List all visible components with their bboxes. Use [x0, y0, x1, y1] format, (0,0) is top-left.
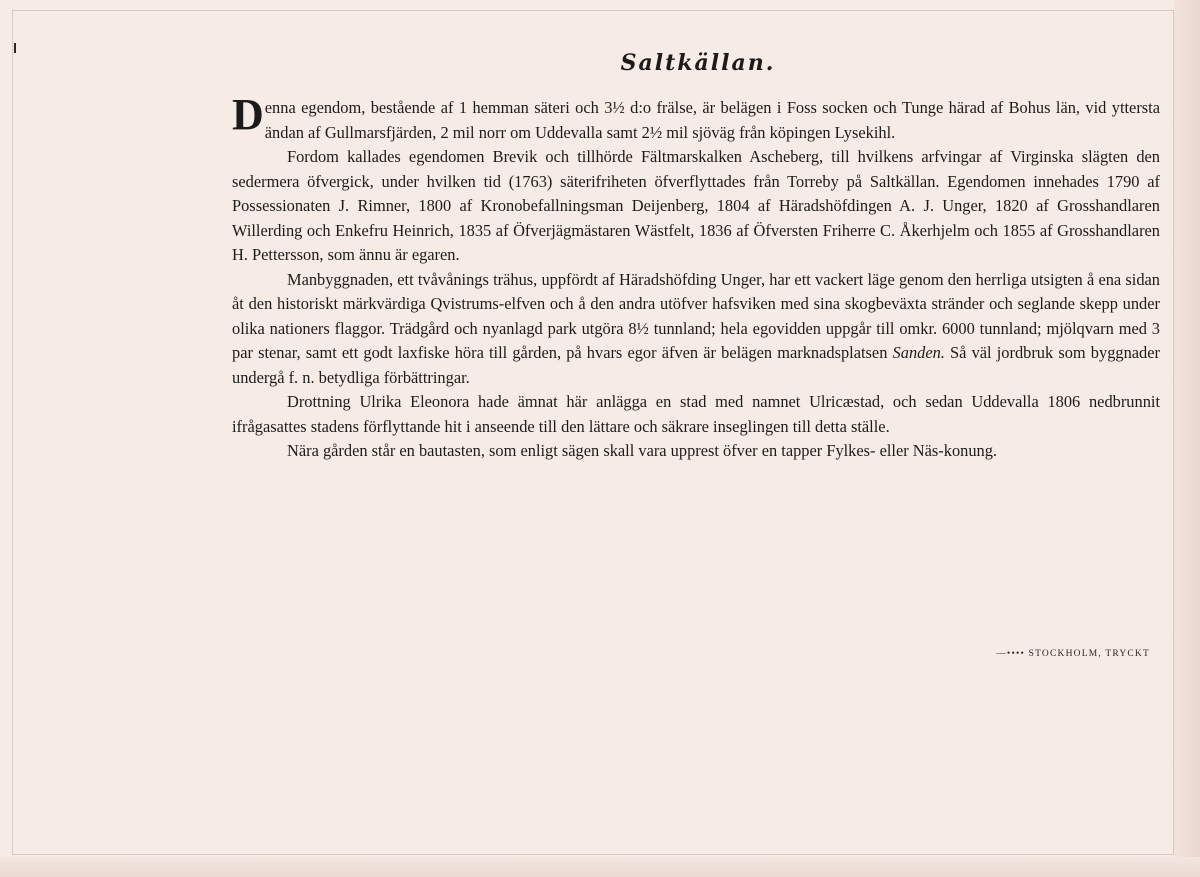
body-text	[232, 90, 1160, 464]
paper-edge-right	[1174, 0, 1200, 877]
paragraph-4: Drottning Ulrika Eleonora hade ämnat här anlägga en stad med namnet Ulricæstad, och sedan Uddevalla 1806 nedbrunnit ifrågasattes stadens förflyttande hit i anseende till den lättare och säkrare inseglingen till detta ställe.	[232, 392, 1160, 436]
paragraph-3-text-b: Så väl jordbruk som byggnader undergå f. n. betydliga förbättringar.	[232, 343, 1160, 387]
paragraph-3-italic: Sanden.	[892, 343, 945, 362]
paragraph-3-text-a: Manbyggnaden, ett tvåvånings trähus, uppfördt af Häradshöfding Unger, har ett vackert läge genom den herrliga utsigten å ena sidan åt den historiskt märkvärdiga Qvistrums-elfven och å den andra utöfver hafsviken med sina skogbeväxta stränder och seglande skepp under olika nationers flaggor. Trädgård och nyanlagd park utgöra 8½ tunnland; hela egovidden uppgår till omkr. 6000 tunnland; mjölqvarn med 3 par stenar, samt ett godt laxfiske höra till gården, på hvars egor äfven är belägen marknadsplatsen	[232, 269, 1160, 362]
paragraph-1	[232, 90, 1160, 145]
paragraph-2: Fordom kallades egendomen Brevik och tillhörde Fältmarskalken Ascheberg, till hvilkens arfvingar af Virginska slägten den sedermera öfvergick, under hvilken tid (1763) säterifriheten öfverflyttades från Torreby på Saltkällan. Egendomen innehades 1790 af Possessionaten J. Rimner, 1800 af Kronobefallningsman Deijenberg, 1804 af Häradshöfdingen A. J. Unger, 1820 af Grosshandlaren Willerding och Enkefru Heinrich, 1835 af Öfverjägmästaren Wästfelt, 1836 af Öfversten Friherre C. Åkerhjelm och 1855 af Grosshandlaren H. Pettersson, som ännu är egaren.	[232, 147, 1160, 264]
paper-edge-bottom	[0, 857, 1200, 877]
paragraph-3	[232, 268, 1160, 391]
printer-imprint: —•••• STOCKHOLM, TRYCKT	[996, 649, 1150, 659]
paragraph-5: Nära gården står en bautasten, som enligt sägen skall vara upprest öfver en tapper Fylkes- eller Näs-konung.	[287, 441, 998, 460]
paragraph-1-text: enna egendom, bestående af 1 hemman säteri och 3½ d:o frälse, är belägen i Foss socken och Tunge härad af Bohus län, vid yttersta ändan af Gullmarsfjärden, 2 mil norr om Uddevalla samt 2½ mil sjöväg från köpingen Lysekihl.	[264, 98, 1160, 142]
drop-cap: D	[232, 90, 264, 139]
document-title: Saltkällan.	[620, 50, 776, 76]
